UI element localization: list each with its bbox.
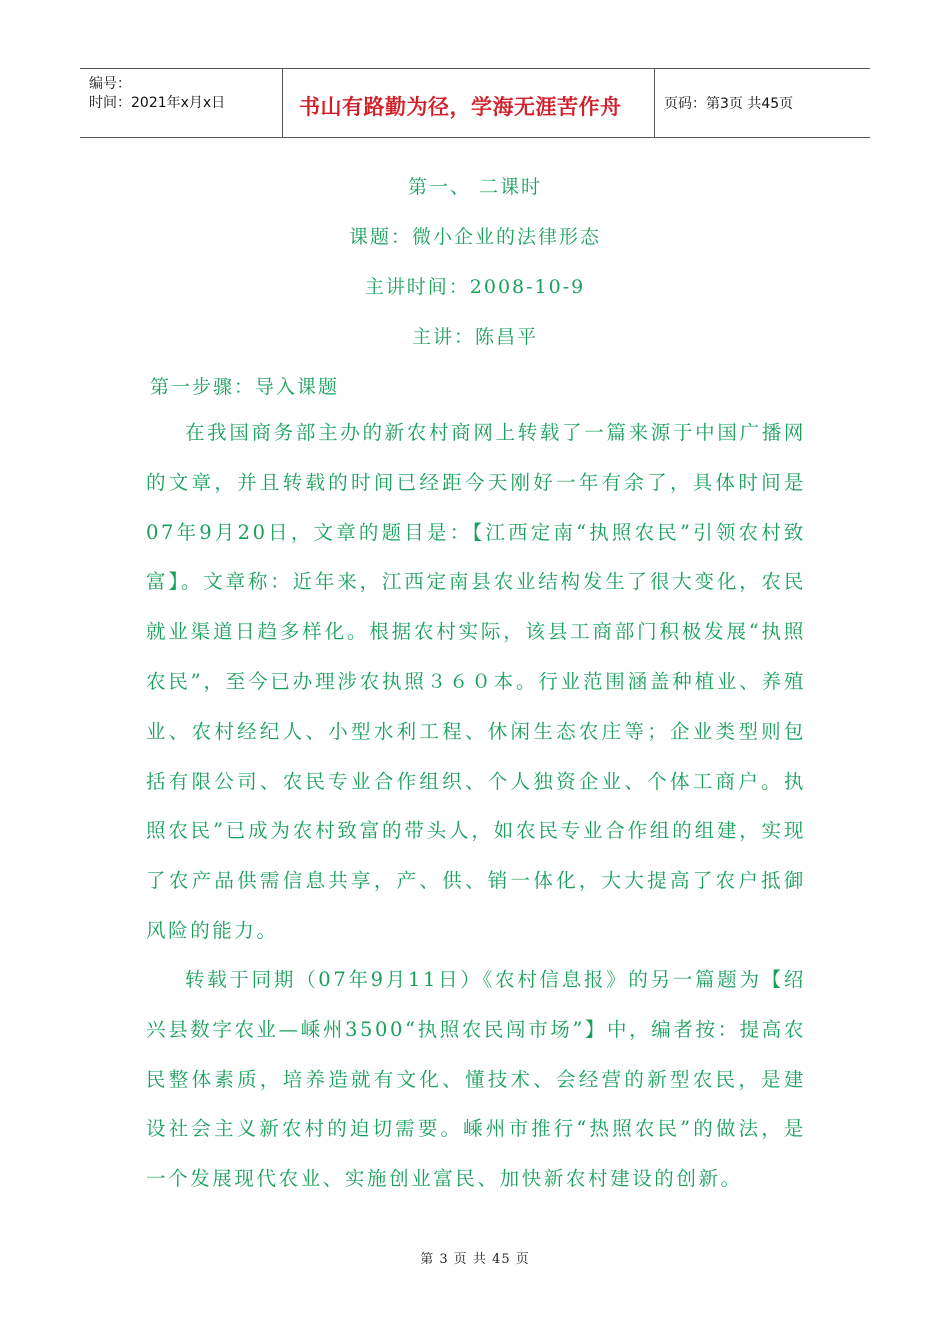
header-motto: 书山有路勤为径，学海无涯苦作舟: [299, 95, 622, 119]
document-time-label: 时间：2021年x月x日: [89, 95, 226, 111]
body-paragraph-1: 在我国商务部主办的新农村商网上转载了一篇来源于中国广播网的文章，并且转载的时间已经距今天刚好一年有余了，具体时间是07年9月20日，文章的题目是：【江西定南“执照农民”引领农村致富】。文章称：近年来，江西定南县农业结构发生了很大变化，农民就业渠道日趋多样化。根据农村实际，该县工商部门积极发展“执照农民”，至今已办理涉农执照３６０本。行业范围涵盖种植业、养殖业、农村经纪人、小型水利工程、休闲生态农庄等；企业类型则包括有限公司、农民专业合作组织、个人独资企业、个体工商户。执照农民”已成为农村致富的带头人，如农民专业合作组的组建，实现了农产品供需信息共享，产、供、销一体化，大大提高了农户抵御风险的能力。: [146, 421, 806, 942]
document-number-label: 编号：: [89, 76, 131, 92]
body-paragraph-2: 转载于同期（07年9月11日）《农村信息报》的另一篇题为【绍兴县数字农业—嵊州3500“执照农民闯市场”】中，编者按：提高农民整体素质，培养造就有文化、懂技术、会经营的新型农民，是建设社会主义新农村的迫切需要。嵊州市推行“热照农民”的做法，是一个发展现代农业、实施创业富民、加快新农村建设的创新。: [146, 968, 806, 1191]
step-heading: 第一步骤：导入课题: [150, 376, 340, 398]
header-motto-cell: [282, 69, 655, 137]
page-footer: 第 3 页 共 45 页: [420, 1252, 530, 1267]
header-meta-cell: [80, 69, 283, 137]
document-header: [80, 68, 870, 138]
header-page-cell: [655, 69, 870, 137]
lecture-time: 主讲时间：2008-10-9: [364, 276, 586, 298]
lesson-title: 第一、 二课时: [407, 176, 543, 198]
topic-title: 课题：微小企业的法律形态: [348, 226, 601, 248]
header-page-info: 页码：第3页 共45页: [664, 96, 794, 112]
lecturer-name: 主讲：陈昌平: [411, 326, 538, 348]
